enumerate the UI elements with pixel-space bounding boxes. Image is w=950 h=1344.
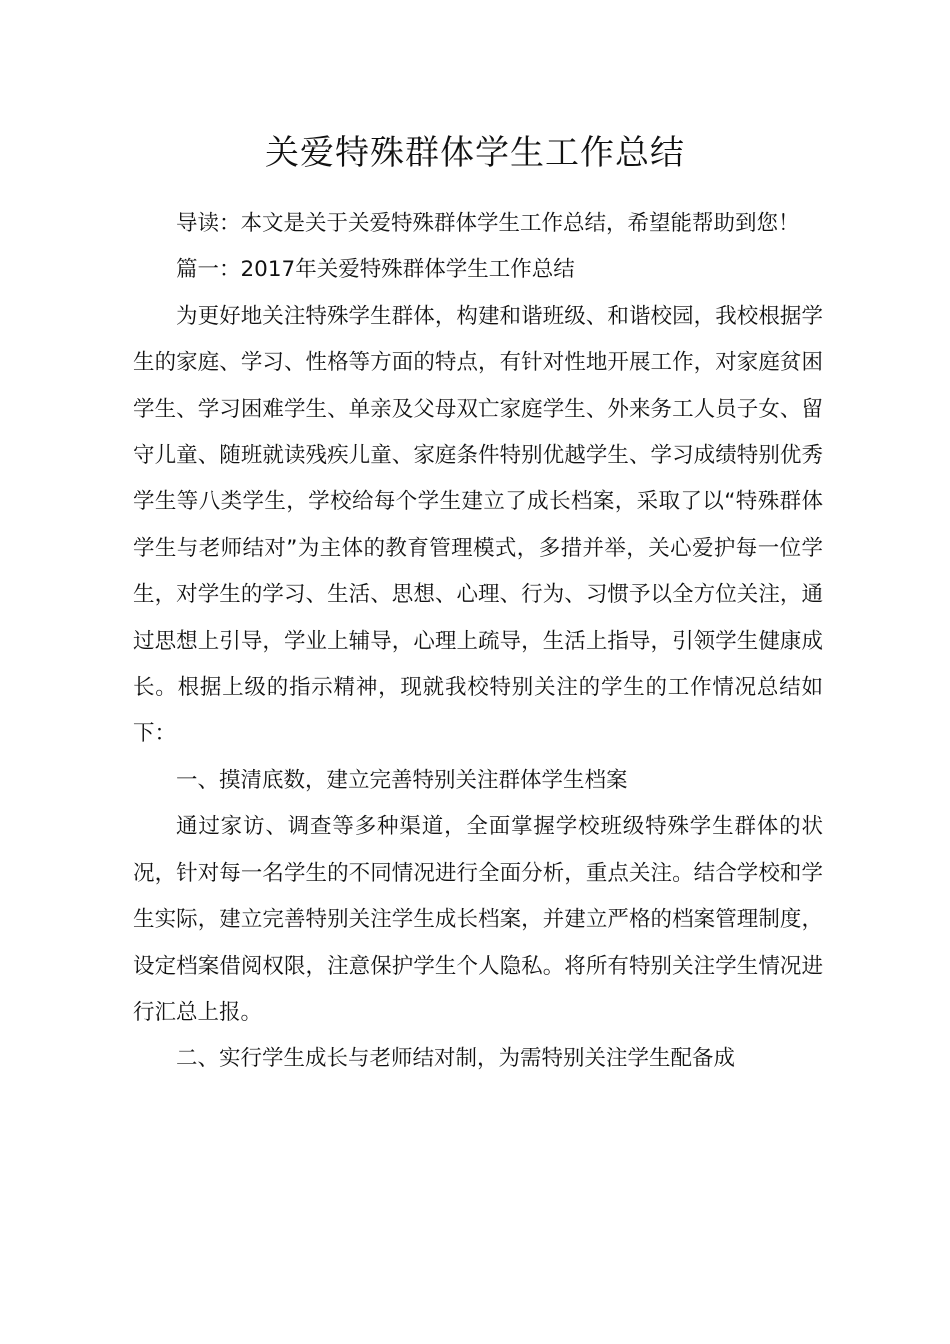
body-paragraph: 为更好地关注特殊学生群体，构建和谐班级、和谐校园，我校根据学生的家庭、学习、性格等方面的特点，有针对性地开展工作，对家庭贫困学生、学习困难学生、单亲及父母双亡家庭学生、外来务工人员子女、留守儿童、随班就读残疾儿童、家庭条件特别优越学生、学习成绩特别优秀学生等八类学生，学校给每个学生建立了成长档案，采取了以“特殊群体学生与老师结对”为主体的教育管理模式，多措并举，关心爱护每一位学生，对学生的学习、生活、思想、心理、行为、习惯予以全方位关注，通过思想上引导，学业上辅导，心理上疏导，生活上指导，引领学生健康成长。根据上级的指示精神，现就我校特别关注的学生的工作情况总结如下： — [133, 303, 823, 747]
document-body — [133, 201, 823, 1083]
document-title: 关爱特殊群体学生工作总结 — [265, 133, 685, 173]
intro-paragraph: 导读：本文是关于关爱特殊群体学生工作总结，希望能帮助到您！ — [176, 211, 800, 236]
section-heading-part-one: 篇一：2017年关爱特殊群体学生工作总结 — [176, 257, 575, 283]
subsection-heading-one: 一、摸清底数，建立完善特别关注群体学生档案 — [176, 767, 628, 793]
subsection-heading-two: 二、实行学生成长与老师结对制，为需特别关注学生配备成 — [176, 1046, 736, 1072]
body-paragraph: 通过家访、调查等多种渠道，全面掌握学校班级特殊学生群体的状况，针对每一名学生的不同情况进行全面分析，重点关注。结合学校和学生实际，建立完善特别关注学生成长档案，并建立严格的档案管理制度，设定档案借阅权限，注意保护学生个人隐私。将所有特别关注学生情况进行汇总上报。 — [133, 814, 823, 1025]
